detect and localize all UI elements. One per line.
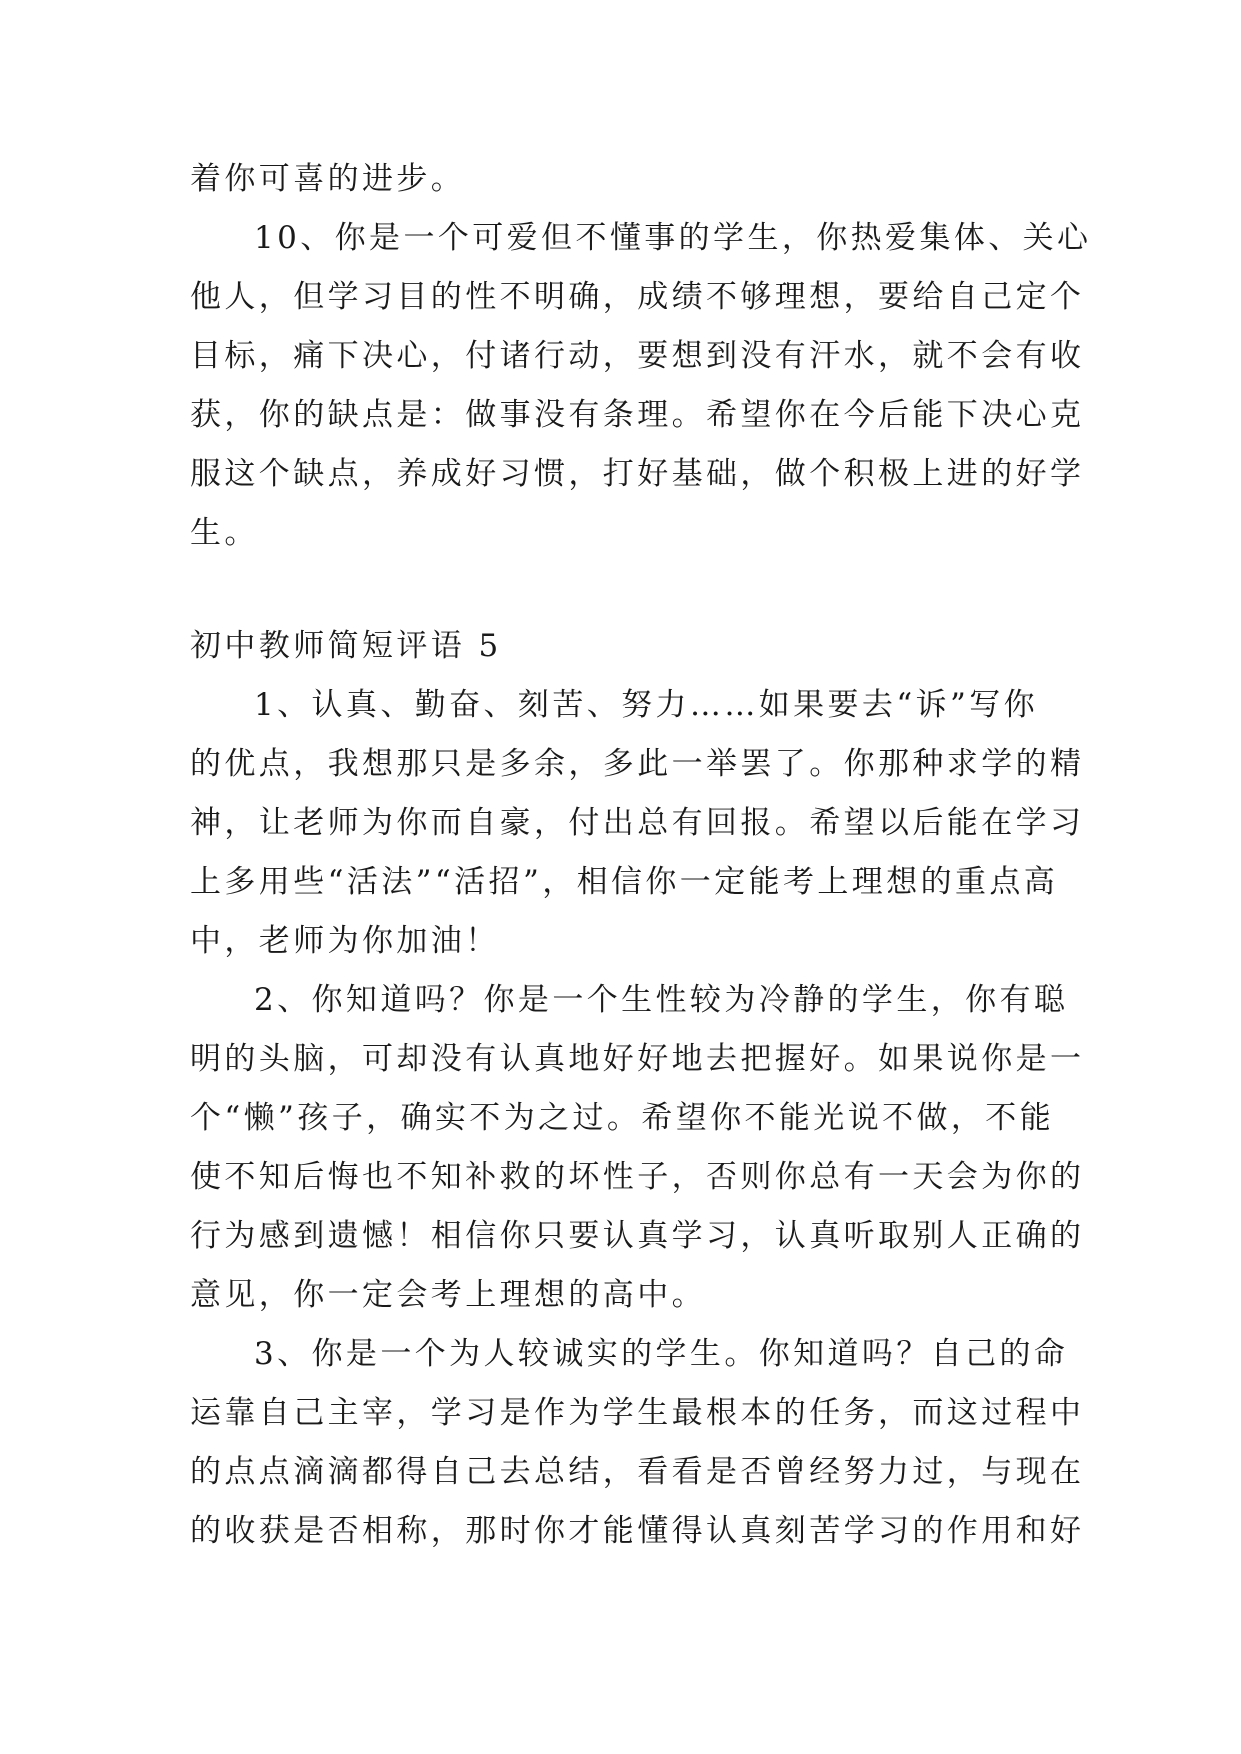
paragraph-line: 的优点，我想那只是多余，多此一举罢了。你那种求学的精: [190, 746, 1085, 782]
paragraph-line: 生。: [190, 515, 259, 551]
section-spacer: [190, 563, 1060, 617]
paragraph-line: 他人，但学习目的性不明确，成绩不够理想，要给自己定个: [190, 279, 1085, 315]
paragraph-line: 获，你的缺点是：做事没有条理。希望你在今后能下决心克: [190, 397, 1085, 433]
paragraph-line: 行为感到遗憾！相信你只要认真学习，认真听取别人正确的: [190, 1218, 1085, 1254]
item-10-paragraph: [190, 209, 1092, 563]
section-heading: 初中教师简短评语 5: [190, 628, 502, 664]
paragraph-line: 中，老师为你加油！: [190, 923, 500, 959]
paragraph-line: 神，让老师为你而自豪，付出总有回报。希望以后能在学习: [190, 805, 1085, 841]
paragraph-line: 的收获是否相称，那时你才能懂得认真刻苦学习的作用和好: [190, 1513, 1085, 1549]
paragraph-line: 使不知后悔也不知补救的坏性子，否则你总有一天会为你的: [190, 1159, 1085, 1195]
paragraph-line: 1、认真、勤奋、刻苦、努力……如果要去“诉”写你: [254, 687, 1039, 723]
paragraph-line: 目标，痛下决心，付诸行动，要想到没有汗水，就不会有收: [190, 338, 1085, 374]
paragraph-line: 个“懒”孩子，确实不为之过。希望你不能光说不做，不能: [190, 1100, 1055, 1136]
paragraph-line: 3、你是一个为人较诚实的学生。你知道吗？自己的命: [254, 1336, 1069, 1372]
paragraph-line: 服这个缺点，养成好习惯，打好基础，做个积极上进的好学: [190, 456, 1085, 492]
item-3-paragraph: [190, 1325, 1085, 1561]
paragraph-line: 2、你知道吗？你是一个生性较为冷静的学生，你有聪: [254, 982, 1069, 1018]
document-page: [190, 150, 1092, 1561]
paragraph-line: 明的头脑，可却没有认真地好好地去把握好。如果说你是一: [190, 1041, 1085, 1077]
item-2-paragraph: [190, 971, 1085, 1325]
item-1-paragraph: [190, 676, 1085, 971]
paragraph-line: 着你可喜的进步。: [190, 161, 466, 197]
paragraph-line: 的点点滴滴都得自己去总结，看看是否曾经努力过，与现在: [190, 1454, 1085, 1490]
paragraph-line: 上多用些“活法”“活招”，相信你一定能考上理想的重点高: [190, 864, 1059, 900]
paragraph-line: 意见，你一定会考上理想的高中。: [190, 1277, 706, 1313]
paragraph-line: 10、你是一个可爱但不懂事的学生，你热爱集体、关心: [254, 220, 1092, 256]
paragraph-line: 运靠自己主宰，学习是作为学生最根本的任务，而这过程中: [190, 1395, 1085, 1431]
section-4-tail-paragraph: [190, 150, 1060, 209]
